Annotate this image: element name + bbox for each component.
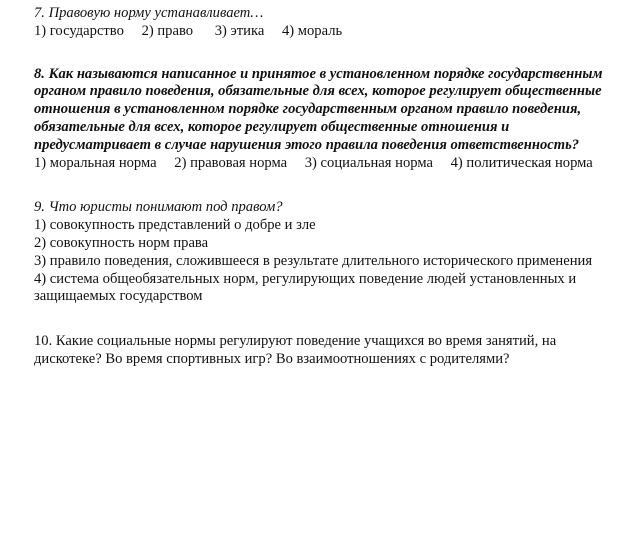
question-8-option-1: 1) моральная норма	[34, 154, 157, 171]
question-9-text: 9. Что юристы понимают под правом?	[34, 199, 283, 216]
question-7-options	[34, 23, 614, 41]
question-8-line-5: предусматривает в случае нарушения этого правила поведения ответственность?	[34, 136, 580, 153]
question-7-option-3: 3) этика	[214, 22, 265, 39]
question-7-text: 7. Правовую норму устанавливает…	[34, 5, 264, 21]
question-10-line-1: 10. Какие социальные нормы регулируют поведение учащихся во время занятий, на	[34, 333, 557, 350]
question-8	[34, 66, 614, 173]
question-8-option-4: 4) политическая норма	[450, 154, 593, 171]
question-8-line-1: 8. Как называются написанное и принятое в установленном порядке государственным	[34, 65, 603, 82]
question-10	[34, 333, 614, 369]
question-8-line-4: обязательные для всех, которое регулирует общественные отношения и	[34, 118, 510, 135]
question-7	[34, 5, 614, 41]
question-7-option-1: 1) государство	[34, 22, 124, 39]
question-9-option-2: 2) совокупность норм права	[34, 234, 209, 251]
question-9-option-3: 3) правило поведения, сложившееся в результате длительного исторического применения	[34, 252, 593, 269]
question-9-option-4-continued: защищаемых государством	[34, 288, 203, 305]
question-10-line-2: дискотеке? Во время спортивных игр? Во взаимоотношениях с родителями?	[34, 350, 510, 367]
question-8-options	[34, 155, 614, 173]
question-8-line-3: отношения в установленном порядке государственным органом правило поведения,	[34, 101, 582, 118]
question-7-option-4: 4) мораль	[281, 22, 343, 39]
question-8-option-3: 3) социальная норма	[304, 154, 433, 171]
question-9	[34, 199, 614, 306]
question-8-line-2: органом правило поведения, обязательные для всех, которое регулирует общественные	[34, 83, 602, 100]
document-page	[34, 5, 614, 369]
question-8-option-2: 2) правовая норма	[174, 154, 288, 171]
question-9-option-1: 1) совокупность представлений о добре и зле	[34, 217, 316, 234]
question-7-option-2: 2) право	[141, 22, 194, 39]
question-9-option-4: 4) система общеобязательных норм, регулирующих поведение людей установленных и	[34, 270, 577, 287]
